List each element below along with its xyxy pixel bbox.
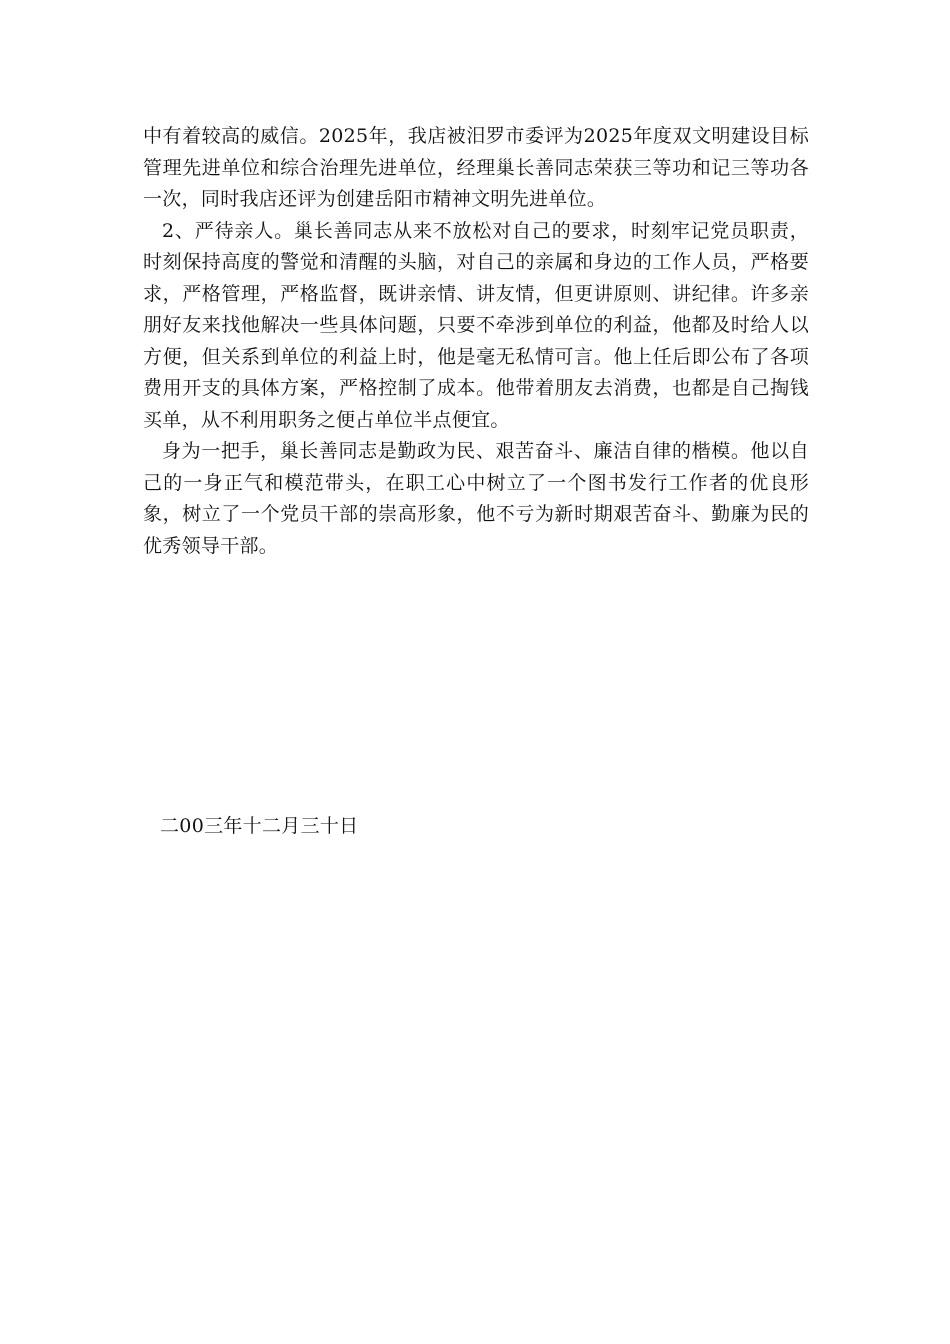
paragraph-honors: 中有着较高的威信。2025年，我店被汨罗市委评为2025年度双文明建设目标管理先进单位和综合治理先进单位，经理巢长善同志荣获三等功和记三等功各一次，同时我店还评为创建岳阳市精神文明先进单位。 (143, 125, 809, 210)
paragraph-role-model: 身为一把手，巢长善同志是勤政为民、艰苦奋斗、廉洁自律的楷模。他以自己的一身正气和模范带头，在职工心中树立了一个图书发行工作者的优良形象，树立了一个党员干部的崇高形象，他不亏为新时期艰苦奋斗、勤廉为民的优秀领导干部。 (143, 440, 809, 557)
paragraph-strict-with-relatives: 2、严待亲人。巢长善同志从来不放松对自己的要求，时刻牢记党员职责，时刻保持高度的警觉和清醒的头脑，对自己的亲属和身边的工作人员，严格要求，严格管理，严格监督，既讲亲情、讲友情，但更讲原则、讲纪律。许多亲朋好友来找他解决一些具体问题，只要不牵涉到单位的利益，他都及时给人以方便，但关系到单位的利益上时，他是毫无私情可言。他上任后即公布了各项费用开支的具体方案，严格控制了成本。他带着朋友去消费，也都是自己掏钱买单，从不利用职务之便占单位半点便宜。 (143, 219, 809, 431)
document-date: 二00三年十二月三十日 (160, 815, 359, 837)
body-text (143, 121, 809, 562)
